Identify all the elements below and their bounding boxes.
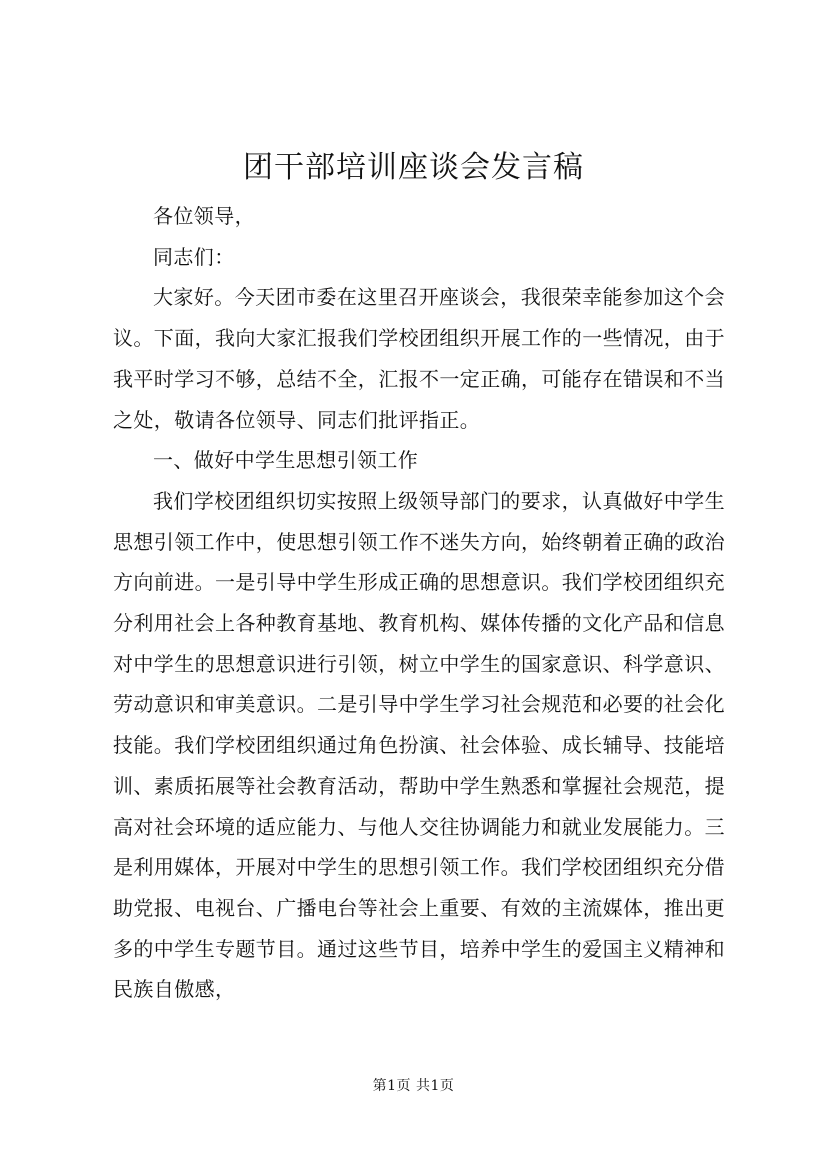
document-title: 团干部培训座谈会发言稿 [243,150,584,185]
section-paragraph: 我们学校团组织切实按照上级领导部门的要求，认真做好中学生思想引领工作中，使思想引领工作不迷失方向，始终朝着正确的政治方向前进。一是引导中学生形成正确的思想意识。我们学校团组织充分利用社会上各种教育基地、教育机构、媒体传播的文化产品和信息对中学生的思想意识进行引领，树立中学生的国家意识、科学意识、劳动意识和审美意识。二是引导中学生学习社会规范和必要的社会化技能。我们学校团组织通过角色扮演、社会体验、成长辅导、技能培训、素质拓展等社会教育活动，帮助中学生熟悉和掌握社会规范，提高对社会环境的适应能力、与他人交往协调能力和就业发展能力。三是利用媒体，开展对中学生的思想引领工作。我们学校团组织充分借助党报、电视台、广播电台等社会上重要、有效的主流媒体，推出更多的中学生专题节目。通过这些节目，培养中学生的爱国主义精神和民族自傲感， [113,488,725,1002]
page-footer: 第1页 共1页 [372,1078,455,1094]
section-heading: 一、做好中学生思想引领工作 [153,448,419,473]
opening-paragraph: 大家好。今天团市委在这里召开座谈会，我很荣幸能参加这个会议。下面，我向大家汇报我们学校团组织开展工作的一些情况，由于我平时学习不够，总结不全，汇报不一定正确，可能存在错误和不当之处，敬请各位领导、同志们批评指正。 [113,285,725,432]
salutation-comrades: 同志们： [153,244,235,269]
salutation-leaders: 各位领导， [153,204,255,228]
document-body [113,196,725,1010]
